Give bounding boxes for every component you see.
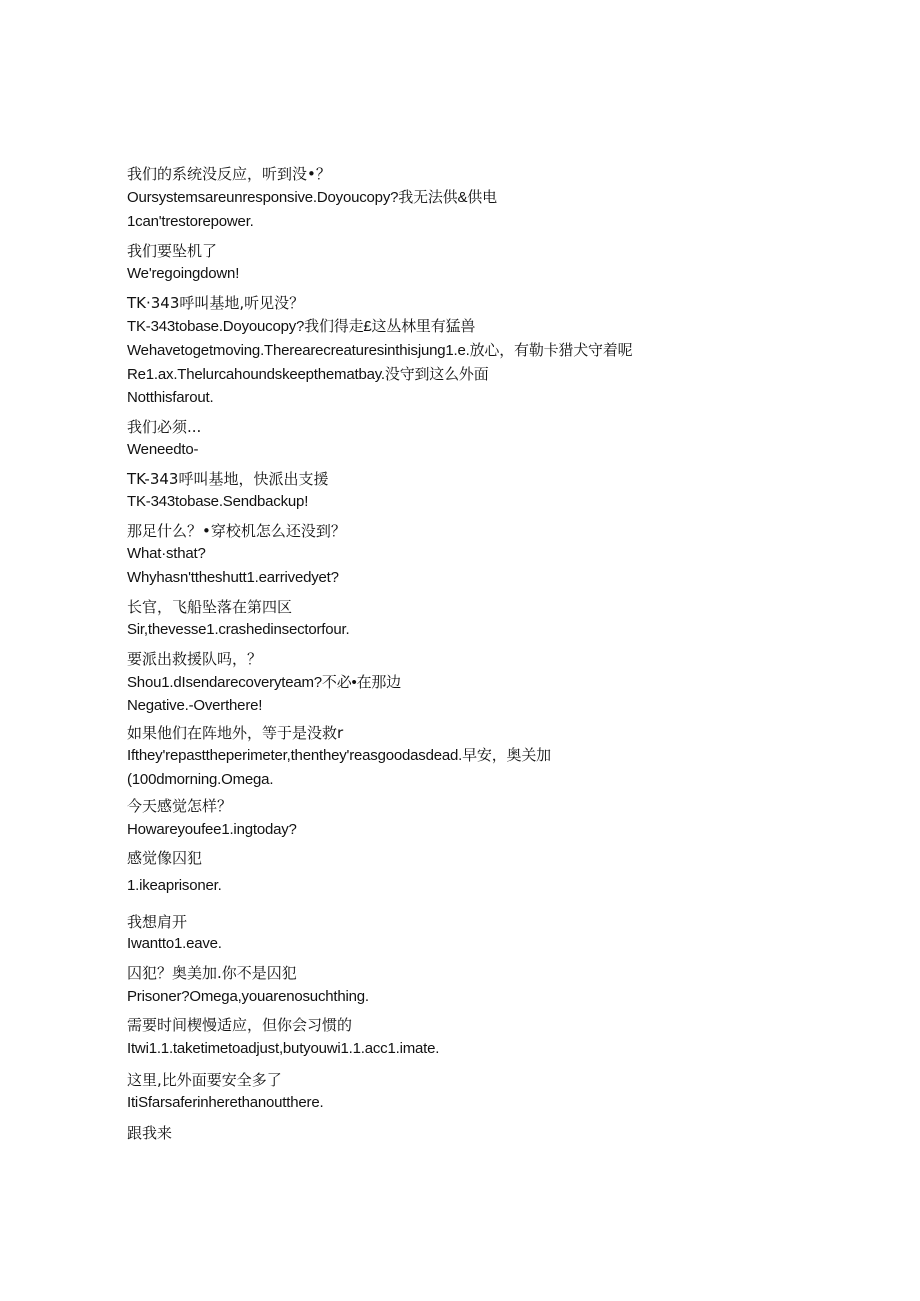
text-line: Wehavetogetmoving.Therearecreaturesinthisjung1.e.放心，有勒卡猎犬守着呢 <box>127 342 633 359</box>
text-line: 今天感觉怎样？ <box>127 797 233 815</box>
text-line: 1.ikeaprisoner. <box>127 877 222 894</box>
text-line: 我想肩开 <box>127 913 188 931</box>
text-line: TK-343tobase.Sendbackup! <box>127 493 309 510</box>
text-line: 我们必须... <box>127 418 202 436</box>
text-line: Sir,thevesse1.crashedinsectorfour. <box>127 621 350 638</box>
text-line: What·sthat? <box>127 545 206 562</box>
text-line: 这里,比外面要安全多了 <box>127 1071 282 1089</box>
text-line: (100dmorning.Omega. <box>127 771 274 788</box>
text-line: Shou1.dIsendarecoveryteam?不必•在那边 <box>127 674 401 691</box>
text-line: 需要时间楔慢适应，但你会习惯的 <box>127 1016 353 1034</box>
text-line: Ifthey'repasttheperimeter,thenthey'reasgoodasdead.早安，奥关加 <box>127 747 551 764</box>
text-line: TK-343tobase.Doyoucopy?我们得走£这丛林里有猛兽 <box>127 318 476 335</box>
text-line: Notthisfarout. <box>127 389 214 406</box>
text-line: Oursystemsareunresponsive.Doyoucopy?我无法供&供电 <box>127 189 497 206</box>
text-line: 1can'trestorepower. <box>127 213 254 230</box>
text-line: 我们要坠机了 <box>127 242 218 260</box>
text-line: 囚犯？奥美加.你不是囚犯 <box>127 964 297 982</box>
text-line: 长官，飞船坠落在第四区 <box>127 598 293 616</box>
text-line: We'regoingdown! <box>127 265 240 282</box>
text-line: Iwantto1.eave. <box>127 935 222 952</box>
text-line: Prisoner?Omega,youarenosuchthing. <box>127 988 369 1005</box>
text-line: Negative.-Overthere! <box>127 697 263 714</box>
text-line: Whyhasn'ttheshutt1.earrivedyet? <box>127 569 339 586</box>
text-line: 感觉像囚犯 <box>127 849 203 867</box>
text-line: 那足什么？•穿校机怎么还没到？ <box>127 522 346 540</box>
text-line: Itwi1.1.taketimetoadjust,butyouwi1.1.acc1.imate. <box>127 1040 440 1057</box>
text-line: TK·343呼叫基地,听见没？ <box>127 294 305 312</box>
text-line: 要派出救援队吗，？ <box>127 650 263 668</box>
text-line: Weneedto- <box>127 441 199 458</box>
text-line: Re1.ax.Thelurcahoundskeepthematbay.没守到这么外面 <box>127 366 489 383</box>
text-line: 如果他们在阵地外，等于是没救r <box>127 724 344 742</box>
text-line: ItiSfarsaferinherethanoutthere. <box>127 1094 324 1111</box>
text-line: Howareyoufee1.ingtoday? <box>127 821 297 838</box>
text-line: 跟我来 <box>127 1124 173 1142</box>
text-line: 我们的系统没反应，听到没•？ <box>127 165 331 183</box>
text-line: TK-343呼叫基地，快派出支援 <box>127 470 329 488</box>
